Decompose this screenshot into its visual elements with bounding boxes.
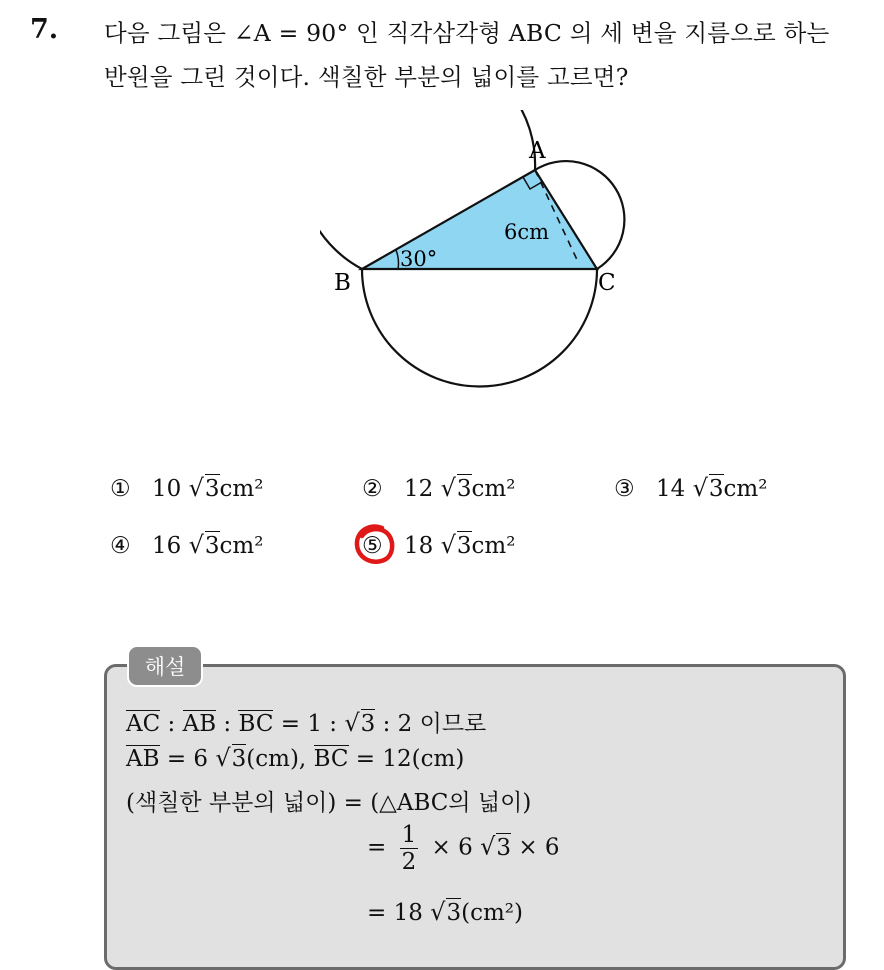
label-a: A [529,138,546,164]
choice-coef: 16 [152,533,182,559]
choice-number: ③ [614,476,635,502]
label-b: B [334,270,351,296]
choice-radicand: 3 [456,533,472,559]
choice-3[interactable] [614,474,767,502]
choice-unit: cm² [723,476,768,502]
answer-circle-mark [352,522,398,568]
choice-number: ④ [110,533,131,559]
choice-radicand: 3 [204,476,220,502]
ratio-radicand: 3 [360,711,376,737]
segment-ac: AC [126,711,161,737]
sqrt-icon: √ [692,474,708,502]
radicand: 3 [231,746,247,772]
segment-bc: BC [238,711,274,737]
sqrt-icon: √ [215,744,231,772]
choice-coef: 10 [152,476,182,502]
length-label: 6cm [504,220,550,244]
fraction-denominator: 2 [401,849,417,875]
sqrt-icon: √ [188,474,204,502]
radicand: 3 [496,834,512,861]
solution-line1: AC : AB : BC = 1 : √3 : 2 이므로 [126,709,487,737]
choice-coef: 12 [404,476,434,502]
unit1: (cm), [246,746,314,772]
choice-coef: 14 [656,476,686,502]
expr-part1: × 6 [431,834,473,861]
solution-line3: (색칠한 부분의 넓이) = (△ABC의 넓이) [126,790,532,816]
question-text-line1: 다음 그림은 ∠A = 90° 인 직각삼각형 ABC 의 세 변을 지름으로 하는 [104,19,830,47]
sqrt-icon: √ [430,898,446,926]
choice-unit: cm² [471,476,516,502]
choice-coef: 18 [404,533,434,559]
choice-radicand: 3 [708,476,724,502]
sqrt-icon: √ [440,531,456,559]
radicand: 3 [446,900,462,926]
segment-bc: BC [313,746,349,772]
solution-line5 [367,898,523,926]
choice-radicand: 3 [456,476,472,502]
sqrt-icon: √ [344,709,360,737]
sqrt-icon: √ [440,474,456,502]
solution-line2 [126,744,464,772]
choice-unit: cm² [219,476,264,502]
eq1: = 6 [159,746,209,772]
choice-unit: cm² [219,533,264,559]
solution-line4 [367,822,560,875]
segment-ab: AB [182,711,217,737]
choice-1[interactable] [110,474,263,502]
choice-number: ⑤ [362,533,383,559]
choice-number: ② [362,476,383,502]
choice-2[interactable] [362,474,515,502]
choice-4[interactable] [110,531,263,559]
angle-label: 30° [400,247,438,271]
sqrt-icon: √ [480,832,496,861]
expr-part2: × 6 [518,834,560,861]
result-coef: = 18 [367,900,423,926]
sqrt-icon: √ [188,531,204,559]
fraction-numerator: 1 [401,822,417,848]
solution-tag: 해설 [127,645,203,687]
ratio-a: 1 : [307,711,338,737]
fraction [400,822,419,875]
eq2: = 12(cm) [348,746,465,772]
choice-unit: cm² [471,533,516,559]
triangle-semicircle-figure [320,110,640,400]
ratio-rest: : 2 이므로 [382,711,487,737]
question-text-line2: 반원을 그린 것이다. 색칠한 부분의 넓이를 고르면? [104,63,629,91]
result-unit: (cm²) [461,900,523,926]
eq-sign: = [367,834,387,861]
choice-radicand: 3 [204,533,220,559]
choice-number: ① [110,476,131,502]
semicircle-bc [362,269,597,387]
segment-ab: AB [126,746,160,772]
label-c: C [598,270,616,296]
question-number: 7. [30,14,59,45]
